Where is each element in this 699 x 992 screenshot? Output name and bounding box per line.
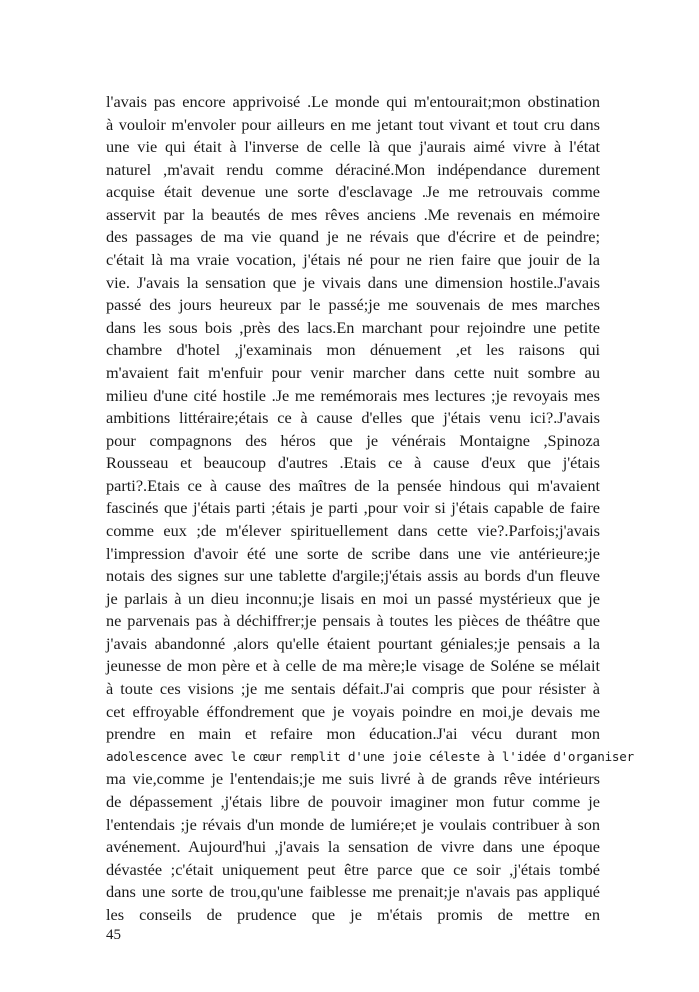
text-line: l'avais pas encore apprivoisé .Le monde qui m'entourait;mon obstination [106,92,600,111]
text-line: acquise était devenue une sorte d'esclavage .Je me retrouvais comme [106,182,600,202]
text-line: cet effroyable éffondrement que je voyais poindre en moi,je devais me [106,701,600,721]
text-line: jeunesse de mon père et à celle de ma mère;le visage de Soléne se mélait [106,656,600,676]
text-line: milieu d'une cité hostile .Je me remémorais mes lectures ;je revoyais mes [106,385,600,405]
text-line: de dépassement ,j'étais libre de pouvoir imaginer mon futur comme je [106,791,600,811]
text-line: dévastée ;c'était uniquement peut être parce que ce soir ,j'étais tombé [106,859,600,879]
text-line: adolescence avec le cœur remplit d'une joie céleste à l'idée d'organiser [106,748,634,764]
text-line: chambre d'hotel ,j'examinais mon dénuement ,et les raisons qui [106,340,600,360]
text-line: comme eux ;de m'élever spirituellement dans cette vie?.Parfois;j'avais [106,520,600,540]
body-text [106,91,634,926]
text-line: je parlais à un dieu inconnu;je lisais en moi un passé mystérieux que je [106,588,600,608]
text-line: l'impression d'avoir été une sorte de scribe dans une vie antérieure;je [106,543,600,563]
text-line: dans une sorte de trou,qu'une faiblesse me prenait;je n'avais pas appliqué [106,882,600,902]
text-line: notais des signes sur une tablette d'argile;j'étais assis au bords d'un fleuve [106,566,600,586]
text-line: Rousseau et beaucoup d'autres .Etais ce à cause d'eux que j'étais [106,453,600,473]
text-line: vie. J'avais la sensation que je vivais dans une dimension hostile.J'avais [106,272,600,292]
text-line: à vouloir m'envoler pour ailleurs en me jetant tout vivant et tout cru dans [106,114,600,134]
text-line: passé des jours heureux par le passé;je me souvenais de mes marches [106,295,600,315]
text-line: les conseils de prudence que je m'étais promis de mettre en [106,904,600,924]
text-line: parti?.Etais ce à cause des maîtres de la pensée hindous qui m'avaient [106,475,600,495]
text-line: avénement. Aujourd'hui ,j'avais la sensation de vivre dans une époque [106,837,600,857]
text-line: ambitions littéraire;étais ce à cause d'elles que j'étais venu ici?.J'avais [106,408,600,428]
text-line: ne parvenais pas à déchiffrer;je pensais à toutes les pièces de théâtre que [106,611,600,631]
text-line: à toute ces visions ;je me sentais défait.J'ai compris que pour résister à [106,679,600,699]
text-line: fascinés que j'étais parti ;étais je parti ,pour voir si j'étais capable de faire [106,498,600,518]
text-line: c'était là ma vraie vocation, j'étais né pour ne rien faire que jouir de la [106,250,600,270]
page-number: 45 [106,927,121,943]
text-line: naturel ,m'avait rendu comme déraciné.Mon indépendance durement [106,159,600,179]
text-line: prendre en main et refaire mon éducation.J'ai vécu durant mon [106,724,600,744]
text-line: l'entendais ;je révais d'un monde de lumiére;et je voulais contribuer à son [106,814,600,834]
text-line: j'avais abandonné ,alors qu'elle étaient pourtant géniales;je pensais a la [106,633,600,653]
text-line: ma vie,comme je l'entendais;je me suis livré à de grands rêve intérieurs [106,769,600,789]
text-line: m'avaient fait m'enfuir pour venir marcher dans cette nuit sombre au [106,362,600,382]
text-line: pour compagnons des héros que je vénérais Montaigne ,Spinoza [106,430,600,450]
text-line: des passages de ma vie quand je ne révais que d'écrire et de peindre; [106,227,600,247]
text-line: une vie qui était à l'inverse de celle là que j'aurais aimé vivre à l'état [106,137,600,157]
text-line: dans les sous bois ,près des lacs.En marchant pour rejoindre une petite [106,317,600,337]
text-line: asservit par la beautés de mes rêves anciens .Me revenais en mémoire [106,204,600,224]
